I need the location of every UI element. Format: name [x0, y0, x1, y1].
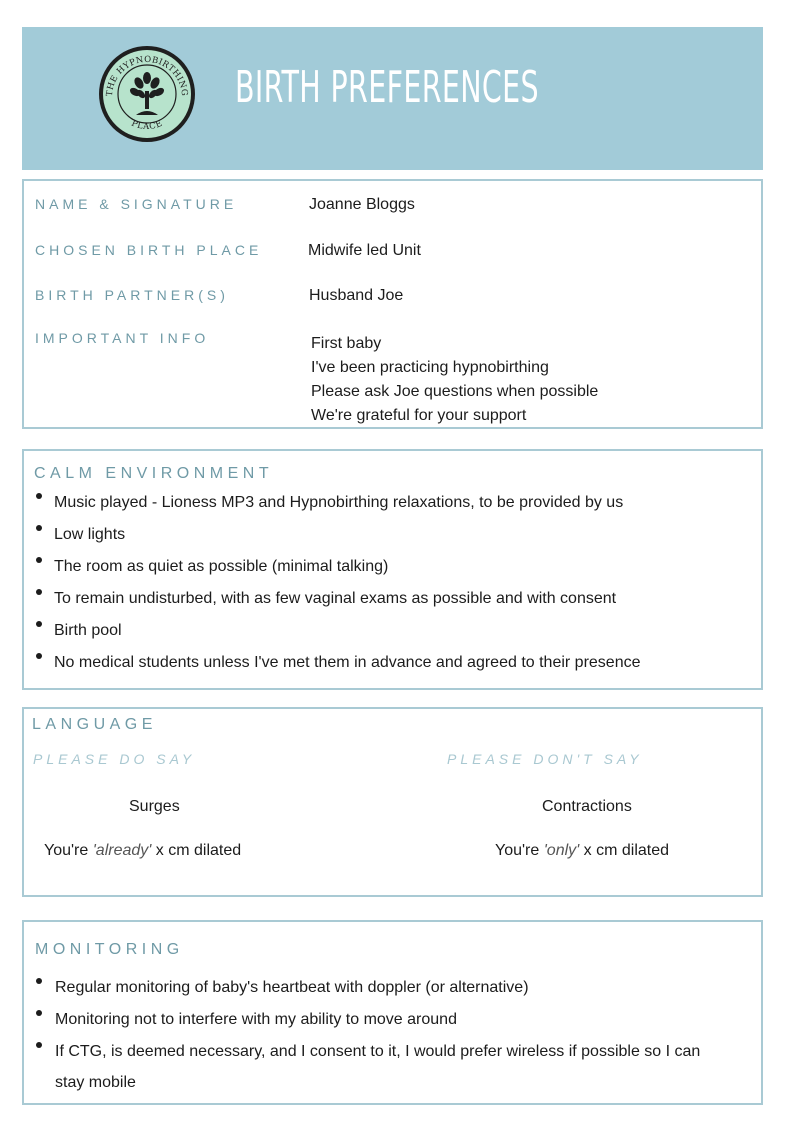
do-phrase-pre: You're — [44, 842, 93, 859]
list-item: Regular monitoring of baby's heartbeat with doppler (or alternative) — [24, 978, 700, 1010]
page-title: BIRTH PREFERENCES — [235, 62, 539, 113]
important-info-line: I've been practicing hypnobirthing — [311, 359, 549, 376]
birth-place-label: CHOSEN BIRTH PLACE — [35, 242, 263, 258]
list-item: Birth pool — [24, 621, 641, 653]
do-phrase-emphasis: 'already' — [92, 842, 152, 859]
calm-environment-title: CALM ENVIRONMENT — [34, 465, 274, 482]
logo-top-text: THE HYPNOBIRTHING — [104, 54, 190, 97]
birth-partner-label: BIRTH PARTNER(S) — [35, 287, 229, 303]
list-item: Music played - Lioness MP3 and Hypnobirthing relaxations, to be provided by us — [24, 493, 641, 525]
calm-environment-list — [24, 493, 641, 685]
do-phrase-post: x cm dilated — [151, 842, 242, 859]
monitoring-list — [24, 978, 700, 1074]
do-say-phrase — [44, 842, 241, 860]
name-signature-value: Joanne Bloggs — [309, 196, 415, 213]
monitoring-section — [22, 920, 763, 1105]
list-item: No medical students unless I've met them in advance and agreed to their presence — [24, 653, 641, 685]
monitoring-title: MONITORING — [35, 941, 184, 958]
important-info-line: Please ask Joe questions when possible — [311, 383, 599, 400]
list-item: To remain undisturbed, with as few vaginal exams as possible and with consent — [24, 589, 641, 621]
birth-place-value: Midwife led Unit — [308, 242, 421, 259]
list-item: The room as quiet as possible (minimal talking) — [24, 557, 641, 589]
list-item: If CTG, is deemed necessary, and I consent to it, I would prefer wireless if possible so I can — [24, 1042, 700, 1074]
dont-phrase-pre: You're — [495, 842, 544, 859]
dont-phrase-post: x cm dilated — [579, 842, 670, 859]
important-info-line: We're grateful for your support — [311, 407, 527, 424]
language-section — [22, 707, 763, 897]
logo-bottom-text: PLACE — [129, 118, 165, 133]
language-title: LANGUAGE — [32, 716, 157, 733]
monitoring-continuation-line: stay mobile — [55, 1074, 136, 1091]
dont-phrase-emphasis: 'only' — [543, 842, 580, 859]
calm-environment-section — [22, 449, 763, 690]
list-item: Monitoring not to interfere with my ability to move around — [24, 1010, 700, 1042]
dont-say-word: Contractions — [542, 798, 632, 815]
details-section — [22, 179, 763, 429]
important-info-label: IMPORTANT INFO — [35, 330, 210, 346]
do-say-word: Surges — [129, 798, 180, 815]
list-item: Low lights — [24, 525, 641, 557]
name-signature-label: NAME & SIGNATURE — [35, 196, 238, 212]
important-info-line: First baby — [311, 335, 382, 352]
dont-say-phrase — [495, 842, 669, 860]
please-do-say-label: PLEASE DO SAY — [33, 751, 196, 767]
please-dont-say-label: PLEASE DON'T SAY — [447, 751, 643, 767]
hypnobirthing-place-logo — [98, 45, 196, 143]
birth-partner-value: Husband Joe — [309, 287, 404, 304]
